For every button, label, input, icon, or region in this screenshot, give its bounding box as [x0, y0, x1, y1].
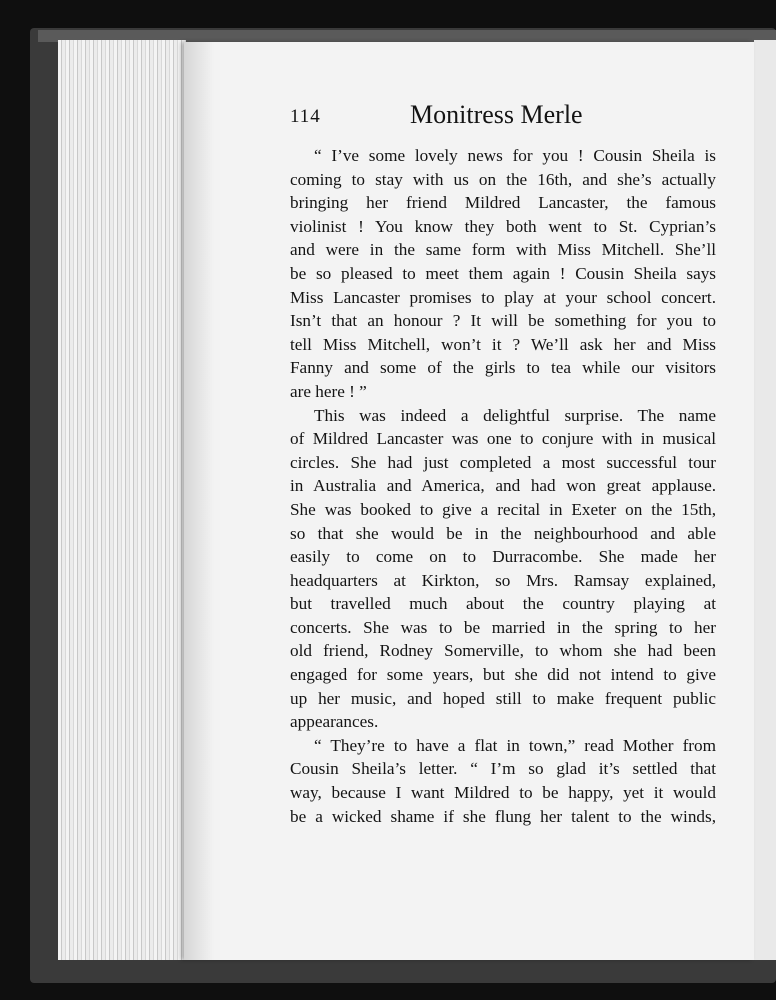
text-line: This was indeed a delightful surprise. The name: [314, 405, 716, 425]
text-line: way, because I want Mildred to be happy, yet it would: [290, 783, 716, 803]
text-line: headquarters at Kirkton, so Mrs. Ramsay explained,: [290, 570, 716, 590]
text-line: Cousin Sheila’s letter. “ I’m so glad it’s settled that: [290, 759, 716, 779]
text-line: but travelled much about the country playing at: [290, 594, 716, 614]
text-line: in Australia and America, and had won great applause.: [290, 476, 716, 496]
page-header: [290, 100, 720, 136]
text-line: up her music, and hoped still to make frequent public: [290, 688, 716, 708]
text-line: old friend, Rodney Somerville, to whom she had been: [290, 641, 716, 661]
text-line: easily to come on to Durracombe. She made her: [290, 547, 716, 567]
text-line: She was booked to give a recital in Exeter on the 15th,: [290, 499, 716, 519]
text-line: be a wicked shame if she flung her talent to the winds,: [290, 806, 716, 826]
page-number: 114: [290, 106, 321, 127]
text-line: and were in the same form with Miss Mitchell. She’ll: [290, 240, 716, 260]
running-title: Monitress Merle: [410, 100, 583, 129]
text-line: coming to stay with us on the 16th, and she’s actually: [290, 169, 716, 189]
text-line: of Mildred Lancaster was one to conjure with in musical: [290, 429, 716, 449]
text-line: appearances.: [290, 712, 379, 732]
page-edges: [58, 40, 186, 960]
text-line: Miss Lancaster promises to play at your school concert.: [290, 287, 716, 307]
text-line: “ They’re to have a flat in town,” read Mother from: [314, 735, 716, 755]
text-line: tell Miss Mitchell, won’t it ? We’ll ask her and Miss: [290, 334, 716, 354]
body-text: [290, 144, 716, 828]
text-line: violinist ! You know they both went to St. Cyprian’s: [290, 216, 716, 236]
text-line: circles. She had just completed a most successful tour: [290, 452, 716, 472]
text-line: bringing her friend Mildred Lancaster, the famous: [290, 193, 716, 213]
text-line: “ I’ve some lovely news for you ! Cousin Sheila is: [314, 146, 716, 165]
text-line: concerts. She was to be married in the spring to her: [290, 617, 716, 637]
text-line: be so pleased to meet them again ! Cousin Sheila says: [290, 263, 716, 283]
text-line: are here ! ”: [290, 381, 367, 401]
text-line: engaged for some years, but she did not intend to give: [290, 665, 716, 685]
gutter-shadow: [184, 42, 214, 960]
right-page-edge: [754, 40, 776, 960]
text-line: Fanny and some of the girls to tea while our visitors: [290, 358, 716, 378]
text-line: so that she would be in the neighbourhood and able: [290, 523, 716, 543]
text-line: Isn’t that an honour ? It will be something for you to: [290, 311, 716, 331]
